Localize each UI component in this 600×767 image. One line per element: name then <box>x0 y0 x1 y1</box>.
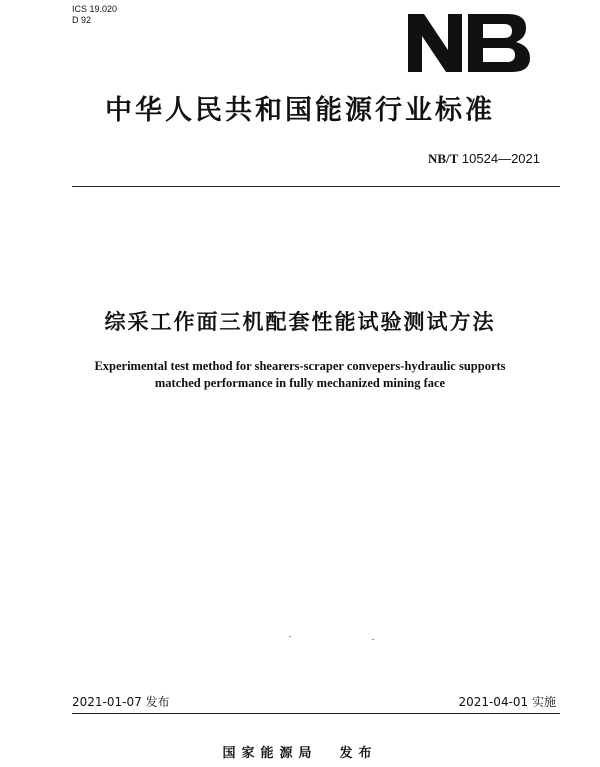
scan-speck <box>289 636 291 637</box>
top-divider <box>72 186 560 187</box>
bottom-divider <box>72 713 560 714</box>
document-title-cn: 综采工作面三机配套性能试验测试方法 <box>104 310 496 334</box>
publisher-name: 国家能源局 <box>222 746 318 761</box>
document-title-en-line1: Experimental test method for shearers-scraper convepers-hydraulic supports <box>94 359 506 373</box>
standard-number-prefix: NB/T <box>427 151 459 166</box>
nb-logo <box>408 14 530 76</box>
issue-date: 2021-01-07 发布 <box>72 695 170 709</box>
nb-logo-mark <box>408 14 530 72</box>
classification-codes <box>72 4 117 26</box>
document-title-en-line2: matched performance in fully mechanized mining face <box>154 376 446 390</box>
implementation-date: 2021-04-01 实施 <box>458 695 556 709</box>
publisher-line <box>0 742 600 761</box>
standard-number <box>428 151 540 167</box>
ccs-code: D 92 <box>72 15 92 25</box>
standard-category-title: 中华人民共和国能源行业标准 <box>105 95 495 126</box>
scan-speck <box>372 639 374 640</box>
publish-label: 发布 <box>339 746 378 761</box>
document-title-en <box>0 358 600 392</box>
ics-code: ICS 19.020 <box>72 4 118 14</box>
standard-number-value: 10524—2021 <box>461 151 540 166</box>
